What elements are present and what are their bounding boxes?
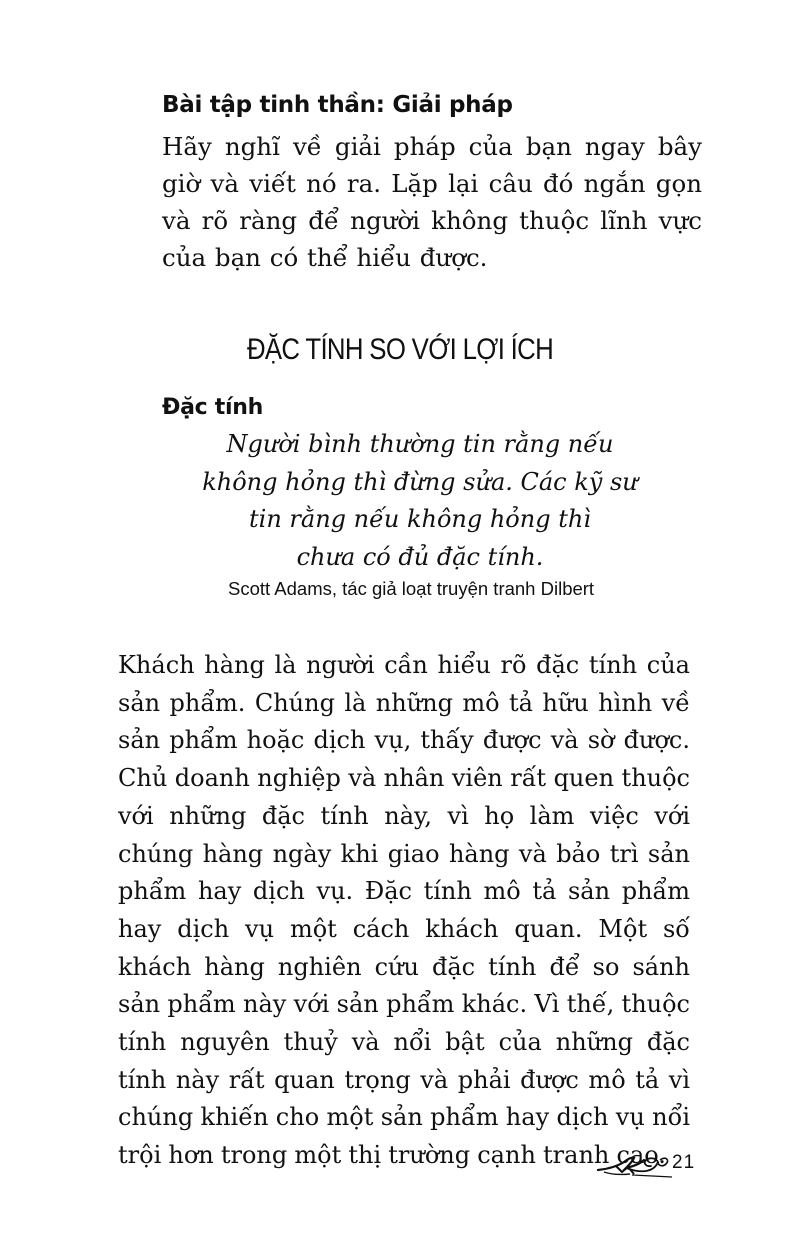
- main-paragraph: Khách hàng là người cần hiểu rõ đặc tính của sản phẩm. Chúng là những mô tả hữu hình về sản phẩm hoặc dịch vụ, thấy được và sờ được. Chủ doanh nghiệp và nhân viên rất quen thuộc với những đặc tính này, vì họ làm việc với chúng hàng ngày khi giao hàng và bảo trì sản phẩm hay dịch vụ. Đặc tính mô tả sản phẩm hay dịch vụ một cách khách quan. Một số khách hàng nghiên cứu đặc tính để so sánh sản phẩm này với sản phẩm khác. Vì thế, thuộc tính nguyên thuỷ và nổi bật của những đặc tính này rất quan trọng và phải được mô tả vì chúng khiến cho một sản phẩm hay dịch vụ nổi trội hơn trong một thị trường cạnh tranh cao.: [118, 651, 690, 1170]
- exercise-body: Hãy nghĩ về giải pháp của bạn ngay bây giờ và viết nó ra. Lặp lại câu đó ngắn gọn và rõ ràng để người không thuộc lĩnh vực của bạn có thể hiểu được.: [162, 132, 702, 272]
- quote-attribution: Scott Adams, tác giả loạt truyện tranh Dilbert: [228, 578, 595, 599]
- section-title: ĐẶC TÍNH SO VỚI LỢI ÍCH: [246, 333, 554, 366]
- epigraph-quote: [160, 426, 680, 576]
- quote-line: chưa có đủ đặc tính.: [296, 542, 544, 571]
- quote-line: không hỏng thì đừng sửa. Các kỹ sư: [202, 467, 638, 496]
- sub-heading: Đặc tính: [162, 395, 263, 420]
- ornament-icon: [596, 1148, 676, 1182]
- quote-line: Người bình thường tin rằng nếu: [226, 430, 614, 458]
- quote-line: tin rằng nếu không hỏng thì: [249, 505, 591, 533]
- exercise-heading: Bài tập tinh thần: Giải pháp: [162, 92, 513, 118]
- page-number: 21: [672, 1152, 696, 1173]
